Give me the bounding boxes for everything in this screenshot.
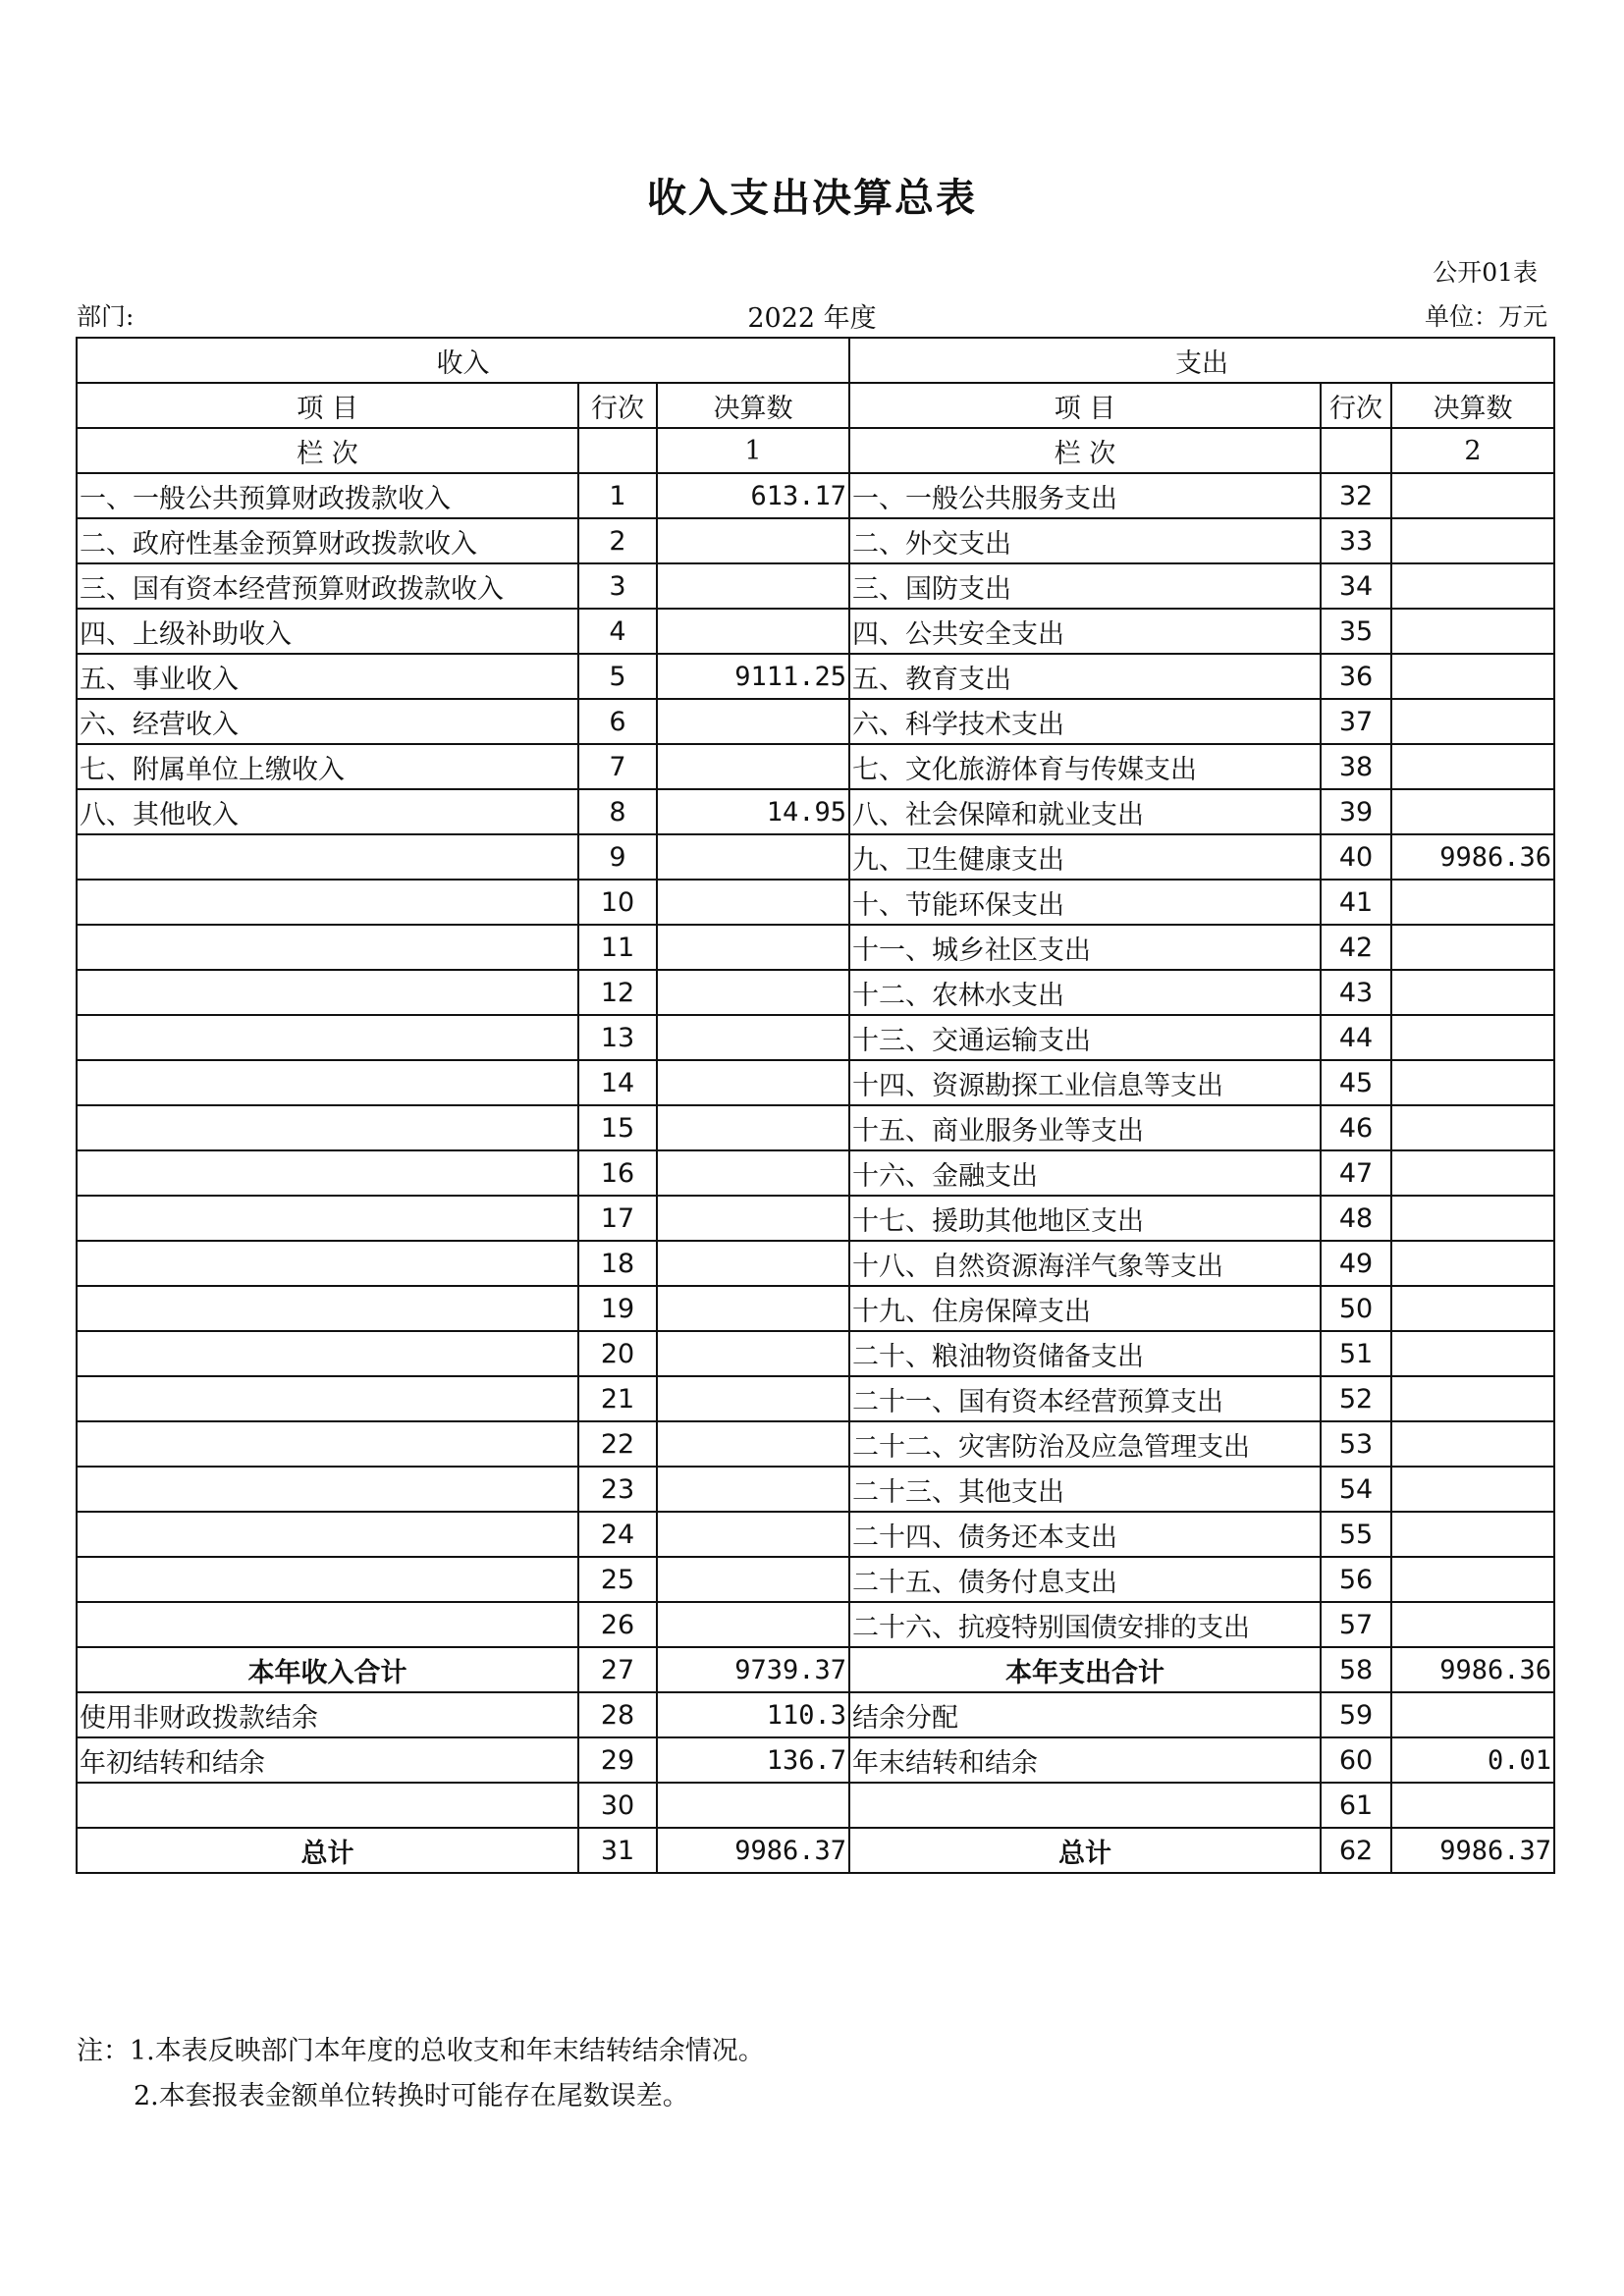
table-row xyxy=(77,834,1554,880)
expense-amount xyxy=(1391,699,1554,744)
table-row xyxy=(77,1286,1554,1331)
income-row-number: 12 xyxy=(578,970,657,1015)
expense-amount-header: 决算数 xyxy=(1391,383,1554,428)
table-row xyxy=(77,473,1554,518)
table-row xyxy=(77,1196,1554,1241)
expense-item: 十八、自然资源海洋气象等支出 xyxy=(849,1241,1321,1286)
income-amount: 613.17 xyxy=(657,473,849,518)
income-item-header: 项 目 xyxy=(77,383,578,428)
income-amount xyxy=(657,744,849,789)
income-item: 年初结转和结余 xyxy=(77,1737,578,1783)
table-row xyxy=(77,1467,1554,1512)
expense-amount: 9986.37 xyxy=(1391,1828,1554,1873)
table-row xyxy=(77,699,1554,744)
income-amount xyxy=(657,1015,849,1060)
expense-row-number: 45 xyxy=(1321,1060,1391,1105)
table-row xyxy=(77,880,1554,925)
income-column-label: 栏 次 xyxy=(77,428,578,473)
expense-item: 十四、资源勘探工业信息等支出 xyxy=(849,1060,1321,1105)
expense-row-number: 58 xyxy=(1321,1647,1391,1692)
income-row-number: 11 xyxy=(578,925,657,970)
income-amount: 14.95 xyxy=(657,789,849,834)
form-number: 公开01表 xyxy=(1433,258,1538,287)
expense-row-number: 52 xyxy=(1321,1376,1391,1421)
expense-item: 二、外交支出 xyxy=(849,518,1321,563)
year-total-row xyxy=(77,1647,1554,1692)
expense-item: 九、卫生健康支出 xyxy=(849,834,1321,880)
expense-row-number: 42 xyxy=(1321,925,1391,970)
table-row xyxy=(77,789,1554,834)
income-item: 八、其他收入 xyxy=(77,789,578,834)
expense-amount xyxy=(1391,1150,1554,1196)
expense-item: 结余分配 xyxy=(849,1692,1321,1737)
income-amount: 136.7 xyxy=(657,1737,849,1783)
income-item xyxy=(77,1783,578,1828)
expense-item: 十六、金融支出 xyxy=(849,1150,1321,1196)
expense-row-number: 50 xyxy=(1321,1286,1391,1331)
expense-amount xyxy=(1391,1602,1554,1647)
income-amount xyxy=(657,1557,849,1602)
table-row xyxy=(77,1015,1554,1060)
table-row xyxy=(77,1060,1554,1105)
income-amount xyxy=(657,1602,849,1647)
expense-item: 十五、商业服务业等支出 xyxy=(849,1105,1321,1150)
income-amount: 9986.37 xyxy=(657,1828,849,1873)
expense-item: 五、教育支出 xyxy=(849,654,1321,699)
expense-amount: 0.01 xyxy=(1391,1737,1554,1783)
table-row xyxy=(77,1421,1554,1467)
income-item xyxy=(77,1557,578,1602)
income-row-number: 9 xyxy=(578,834,657,880)
expense-column-label: 栏 次 xyxy=(849,428,1321,473)
income-amount xyxy=(657,1060,849,1105)
income-item xyxy=(77,970,578,1015)
income-row-number: 25 xyxy=(578,1557,657,1602)
income-item: 七、附属单位上缴收入 xyxy=(77,744,578,789)
income-item: 总计 xyxy=(77,1828,578,1873)
expense-amount xyxy=(1391,609,1554,654)
expense-item: 年末结转和结余 xyxy=(849,1737,1321,1783)
footnotes xyxy=(77,2029,765,2119)
income-row-number: 13 xyxy=(578,1015,657,1060)
expense-item: 十三、交通运输支出 xyxy=(849,1015,1321,1060)
table-row xyxy=(77,1150,1554,1196)
expense-item: 八、社会保障和就业支出 xyxy=(849,789,1321,834)
expense-amount xyxy=(1391,1286,1554,1331)
income-column-index: 1 xyxy=(657,428,849,473)
expense-item: 十九、住房保障支出 xyxy=(849,1286,1321,1331)
expense-row-number: 37 xyxy=(1321,699,1391,744)
expense-item: 二十一、国有资本经营预算支出 xyxy=(849,1376,1321,1421)
income-amount-header: 决算数 xyxy=(657,383,849,428)
unit-label: 单位：万元 xyxy=(1424,302,1547,331)
income-amount xyxy=(657,970,849,1015)
income-row-number: 23 xyxy=(578,1467,657,1512)
expense-item: 十一、城乡社区支出 xyxy=(849,925,1321,970)
income-item xyxy=(77,1331,578,1376)
income-amount xyxy=(657,834,849,880)
fiscal-year: 2022 年度 xyxy=(747,303,877,334)
expense-amount xyxy=(1391,1331,1554,1376)
expense-amount xyxy=(1391,744,1554,789)
income-rowno-header: 行次 xyxy=(578,383,657,428)
income-row-number: 14 xyxy=(578,1060,657,1105)
income-row-number: 31 xyxy=(578,1828,657,1873)
expense-amount xyxy=(1391,473,1554,518)
expense-row-number: 54 xyxy=(1321,1467,1391,1512)
income-amount: 9111.25 xyxy=(657,654,849,699)
column-header-row xyxy=(77,383,1554,428)
department-label: 部门: xyxy=(77,302,135,331)
expense-row-number: 57 xyxy=(1321,1602,1391,1647)
income-amount xyxy=(657,1467,849,1512)
expense-row-number: 48 xyxy=(1321,1196,1391,1241)
income-item xyxy=(77,1105,578,1150)
income-item xyxy=(77,925,578,970)
expense-row-number: 41 xyxy=(1321,880,1391,925)
income-item xyxy=(77,880,578,925)
expense-row-number: 53 xyxy=(1321,1421,1391,1467)
expense-row-number: 55 xyxy=(1321,1512,1391,1557)
income-amount: 9739.37 xyxy=(657,1647,849,1692)
expense-amount xyxy=(1391,1105,1554,1150)
income-row-number: 30 xyxy=(578,1783,657,1828)
expense-row-number: 32 xyxy=(1321,473,1391,518)
expense-section-header: 支出 xyxy=(849,338,1554,383)
expense-row-number: 34 xyxy=(1321,563,1391,609)
expense-item: 本年支出合计 xyxy=(849,1647,1321,1692)
income-row-number: 29 xyxy=(578,1737,657,1783)
table-row xyxy=(77,1557,1554,1602)
income-item xyxy=(77,1196,578,1241)
expense-amount: 9986.36 xyxy=(1391,834,1554,880)
column-index-row xyxy=(77,428,1554,473)
income-item xyxy=(77,1376,578,1421)
expense-item: 十、节能环保支出 xyxy=(849,880,1321,925)
expense-item xyxy=(849,1783,1321,1828)
income-row-number: 10 xyxy=(578,880,657,925)
expense-item: 总计 xyxy=(849,1828,1321,1873)
income-item xyxy=(77,1060,578,1105)
expense-item: 二十三、其他支出 xyxy=(849,1467,1321,1512)
income-amount xyxy=(657,1512,849,1557)
income-item: 四、上级补助收入 xyxy=(77,609,578,654)
expense-row-number: 47 xyxy=(1321,1150,1391,1196)
expense-rowno-header: 行次 xyxy=(1321,383,1391,428)
table-row xyxy=(77,563,1554,609)
income-item: 一、一般公共预算财政拨款收入 xyxy=(77,473,578,518)
income-item xyxy=(77,1150,578,1196)
expense-amount xyxy=(1391,1421,1554,1467)
income-item xyxy=(77,1602,578,1647)
income-row-number: 6 xyxy=(578,699,657,744)
expense-item: 一、一般公共服务支出 xyxy=(849,473,1321,518)
table-row xyxy=(77,1512,1554,1557)
income-row-number: 3 xyxy=(578,563,657,609)
income-row-number: 27 xyxy=(578,1647,657,1692)
expense-amount xyxy=(1391,925,1554,970)
income-row-number: 17 xyxy=(578,1196,657,1241)
expense-row-number: 51 xyxy=(1321,1331,1391,1376)
income-amount xyxy=(657,609,849,654)
expense-row-number: 62 xyxy=(1321,1828,1391,1873)
income-row-number: 5 xyxy=(578,654,657,699)
expense-amount: 9986.36 xyxy=(1391,1647,1554,1692)
table-row xyxy=(77,518,1554,563)
expense-amount xyxy=(1391,1467,1554,1512)
expense-row-number: 49 xyxy=(1321,1241,1391,1286)
income-amount xyxy=(657,1196,849,1241)
expense-amount xyxy=(1391,1376,1554,1421)
income-amount xyxy=(657,699,849,744)
income-amount xyxy=(657,1105,849,1150)
expense-item: 十二、农林水支出 xyxy=(849,970,1321,1015)
page-title: 收入支出决算总表 xyxy=(647,175,977,221)
expense-item: 二十二、灾害防治及应急管理支出 xyxy=(849,1421,1321,1467)
expense-item: 六、科学技术支出 xyxy=(849,699,1321,744)
income-row-number: 15 xyxy=(578,1105,657,1150)
income-item: 二、政府性基金预算财政拨款收入 xyxy=(77,518,578,563)
expense-amount xyxy=(1391,970,1554,1015)
income-row-number: 22 xyxy=(578,1421,657,1467)
table-row xyxy=(77,1241,1554,1286)
income-amount xyxy=(657,1241,849,1286)
expense-amount xyxy=(1391,1557,1554,1602)
income-amount xyxy=(657,1150,849,1196)
expense-amount xyxy=(1391,563,1554,609)
table-row xyxy=(77,609,1554,654)
income-item xyxy=(77,1015,578,1060)
income-expense-table xyxy=(76,337,1555,1874)
expense-item: 二十六、抗疫特别国债安排的支出 xyxy=(849,1602,1321,1647)
income-amount xyxy=(657,1376,849,1421)
expense-row-number: 33 xyxy=(1321,518,1391,563)
section-header-row xyxy=(77,338,1554,383)
income-item xyxy=(77,1467,578,1512)
expense-column-index: 2 xyxy=(1391,428,1554,473)
income-section-header: 收入 xyxy=(77,338,849,383)
income-item xyxy=(77,1241,578,1286)
income-row-number: 16 xyxy=(578,1150,657,1196)
table-row xyxy=(77,1692,1554,1737)
footnote-2: 2.本套报表金额单位转换时可能存在尾数误差。 xyxy=(134,2081,689,2111)
empty-cell xyxy=(1321,428,1391,473)
expense-row-number: 40 xyxy=(1321,834,1391,880)
grand-total-row xyxy=(77,1828,1554,1873)
expense-row-number: 44 xyxy=(1321,1015,1391,1060)
expense-amount xyxy=(1391,1512,1554,1557)
income-row-number: 21 xyxy=(578,1376,657,1421)
income-amount xyxy=(657,518,849,563)
expense-row-number: 59 xyxy=(1321,1692,1391,1737)
income-item xyxy=(77,1286,578,1331)
expense-row-number: 61 xyxy=(1321,1783,1391,1828)
income-row-number: 4 xyxy=(578,609,657,654)
expense-row-number: 36 xyxy=(1321,654,1391,699)
income-amount xyxy=(657,1783,849,1828)
income-row-number: 2 xyxy=(578,518,657,563)
income-row-number: 1 xyxy=(578,473,657,518)
income-amount xyxy=(657,1286,849,1331)
income-row-number: 7 xyxy=(578,744,657,789)
table-row xyxy=(77,654,1554,699)
expense-amount xyxy=(1391,880,1554,925)
expense-amount xyxy=(1391,1060,1554,1105)
income-item xyxy=(77,1421,578,1467)
expense-row-number: 38 xyxy=(1321,744,1391,789)
income-item: 五、事业收入 xyxy=(77,654,578,699)
table-row xyxy=(77,1331,1554,1376)
table-row xyxy=(77,970,1554,1015)
income-item: 六、经营收入 xyxy=(77,699,578,744)
expense-item: 二十四、债务还本支出 xyxy=(849,1512,1321,1557)
income-item: 三、国有资本经营预算财政拨款收入 xyxy=(77,563,578,609)
income-row-number: 18 xyxy=(578,1241,657,1286)
expense-amount xyxy=(1391,1015,1554,1060)
income-row-number: 8 xyxy=(578,789,657,834)
expense-amount xyxy=(1391,654,1554,699)
table-row xyxy=(77,744,1554,789)
expense-row-number: 35 xyxy=(1321,609,1391,654)
income-item: 本年收入合计 xyxy=(77,1647,578,1692)
income-row-number: 28 xyxy=(578,1692,657,1737)
expense-item: 四、公共安全支出 xyxy=(849,609,1321,654)
income-item: 使用非财政拨款结余 xyxy=(77,1692,578,1737)
income-amount: 110.3 xyxy=(657,1692,849,1737)
income-row-number: 26 xyxy=(578,1602,657,1647)
expense-amount xyxy=(1391,1196,1554,1241)
expense-amount xyxy=(1391,1783,1554,1828)
expense-amount xyxy=(1391,1241,1554,1286)
expense-item: 十七、援助其他地区支出 xyxy=(849,1196,1321,1241)
expense-item-header: 项 目 xyxy=(849,383,1321,428)
table-row xyxy=(77,1737,1554,1783)
table-row xyxy=(77,1602,1554,1647)
income-item xyxy=(77,834,578,880)
income-amount xyxy=(657,925,849,970)
footnote-1: 注：1.本表反映部门本年度的总收支和年末结转结余情况。 xyxy=(77,2036,765,2066)
expense-item: 三、国防支出 xyxy=(849,563,1321,609)
expense-item: 二十五、债务付息支出 xyxy=(849,1557,1321,1602)
expense-item: 七、文化旅游体育与传媒支出 xyxy=(849,744,1321,789)
expense-row-number: 56 xyxy=(1321,1557,1391,1602)
income-row-number: 19 xyxy=(578,1286,657,1331)
table-row xyxy=(77,925,1554,970)
income-amount xyxy=(657,563,849,609)
expense-row-number: 46 xyxy=(1321,1105,1391,1150)
income-amount xyxy=(657,880,849,925)
income-amount xyxy=(657,1331,849,1376)
expense-row-number: 39 xyxy=(1321,789,1391,834)
income-row-number: 24 xyxy=(578,1512,657,1557)
income-item xyxy=(77,1512,578,1557)
income-amount xyxy=(657,1421,849,1467)
income-row-number: 20 xyxy=(578,1331,657,1376)
expense-item: 二十、粮油物资储备支出 xyxy=(849,1331,1321,1376)
expense-row-number: 60 xyxy=(1321,1737,1391,1783)
table-row xyxy=(77,1376,1554,1421)
expense-amount xyxy=(1391,518,1554,563)
expense-row-number: 43 xyxy=(1321,970,1391,1015)
empty-cell xyxy=(578,428,657,473)
expense-amount xyxy=(1391,1692,1554,1737)
table-row xyxy=(77,1105,1554,1150)
expense-amount xyxy=(1391,789,1554,834)
table-row xyxy=(77,1783,1554,1828)
